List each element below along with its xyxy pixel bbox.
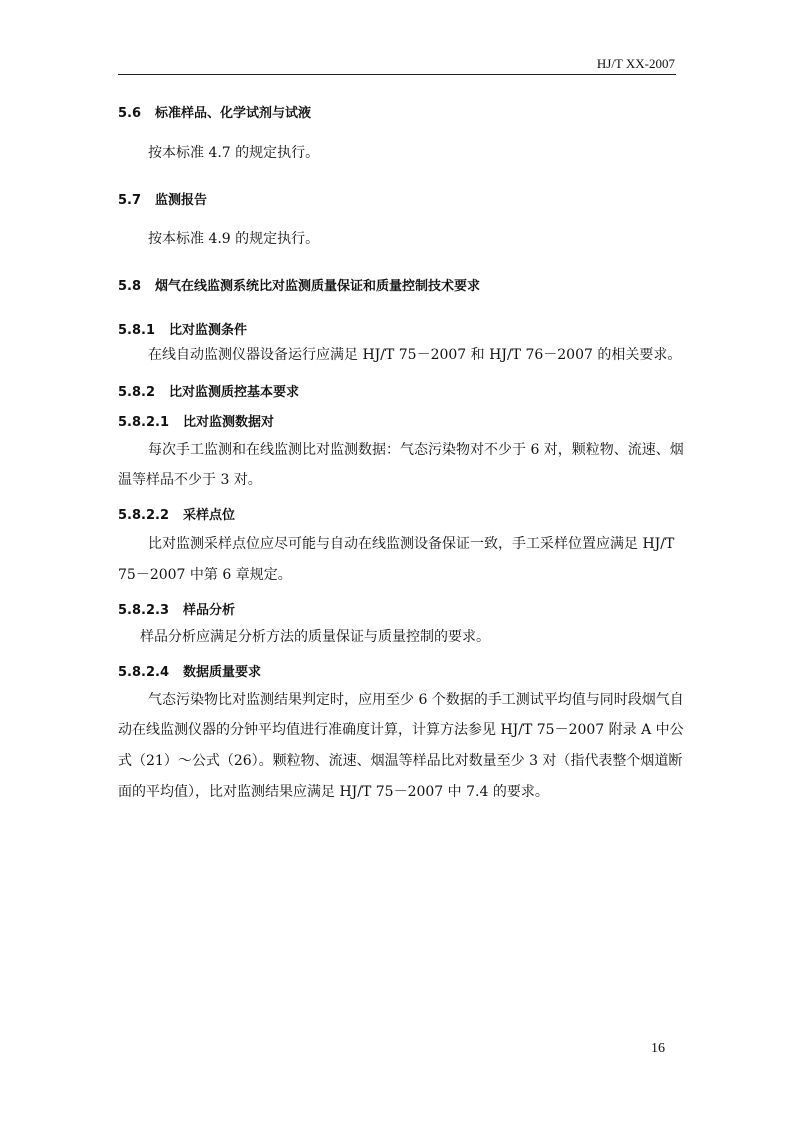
paragraph-5-8-2-4-line-3: 式（21）～公式（26）。颗粒物、流速、烟温等样品比对数量至少 3 对（指代表整个烟道断 xyxy=(118,753,683,769)
paragraph-5-8-2-4-line-1: 气态污染物比对监测结果判定时，应用至少 6 个数据的手工测试平均值与同时段烟气自 xyxy=(148,692,684,708)
section-heading-5-8-2-1 xyxy=(118,411,274,430)
section-title: 比对监测条件 xyxy=(169,323,248,338)
section-number: 5.6 xyxy=(118,106,142,121)
section-heading-5-8 xyxy=(118,275,480,294)
paragraph-5-8-2-2-line-2: 75－2007 中第 6 章规定。 xyxy=(118,567,292,583)
paragraph-5-8-2-4-line-4: 面的平均值），比对监测结果应满足 HJ/T 75－2007 中 7.4 的要求。 xyxy=(118,784,549,800)
section-number: 5.8.2.1 xyxy=(118,415,169,430)
section-number: 5.7 xyxy=(118,193,142,208)
section-heading-5-6 xyxy=(118,102,311,121)
paragraph-5-8-2-2-line-1: 比对监测采样点位应尽可能与自动在线监测设备保证一致，手工采样位置应满足 HJ/T xyxy=(148,536,675,552)
header-rule xyxy=(118,74,676,75)
section-title: 监测报告 xyxy=(155,193,208,208)
paragraph-5-8-2-1-line-1: 每次手工监测和在线监测比对监测数据：气态污染物对不少于 6 对，颗粒物、流速、烟 xyxy=(148,442,684,458)
section-heading-5-8-2 xyxy=(118,381,299,400)
section-title: 样品分析 xyxy=(183,603,236,618)
section-title: 采样点位 xyxy=(183,508,236,523)
paragraph-5-8-2-4-line-2: 动在线监测仪器的分钟平均值进行准确度计算，计算方法参见 HJ/T 75－2007 附录 A 中公 xyxy=(118,722,684,738)
section-number: 5.8.2.4 xyxy=(118,665,169,680)
section-heading-5-8-1 xyxy=(118,319,247,338)
paragraph-5-8-1: 在线自动监测仪器设备运行应满足 HJ/T 75－2007 和 HJ/T 76－2007 的相关要求。 xyxy=(148,347,682,363)
paragraph-5-7: 按本标准 4.9 的规定执行。 xyxy=(148,231,320,247)
section-title: 烟气在线监测系统比对监测质量保证和质量控制技术要求 xyxy=(155,279,481,294)
paragraph-5-6: 按本标准 4.7 的规定执行。 xyxy=(148,145,320,161)
page-number: 16 xyxy=(651,1041,665,1056)
section-title: 比对监测质控基本要求 xyxy=(169,385,300,400)
document-code: HJ/T XX-2007 xyxy=(596,56,675,71)
section-heading-5-8-2-4 xyxy=(118,661,261,680)
section-heading-5-8-2-3 xyxy=(118,599,235,618)
section-heading-5-8-2-2 xyxy=(118,504,235,523)
section-heading-5-7 xyxy=(118,189,207,208)
section-title: 标准样品、化学试剂与试液 xyxy=(155,106,312,121)
section-number: 5.8 xyxy=(118,279,142,294)
section-number: 5.8.2.2 xyxy=(118,508,169,523)
paragraph-5-8-2-1-line-2: 温等样品不少于 3 对。 xyxy=(118,472,262,488)
section-number: 5.8.2.3 xyxy=(118,603,169,618)
section-number: 5.8.2 xyxy=(118,385,156,400)
section-title: 比对监测数据对 xyxy=(183,415,275,430)
section-title: 数据质量要求 xyxy=(183,665,262,680)
section-number: 5.8.1 xyxy=(118,323,156,338)
paragraph-5-8-2-3: 样品分析应满足分析方法的质量保证与质量控制的要求。 xyxy=(140,629,490,645)
